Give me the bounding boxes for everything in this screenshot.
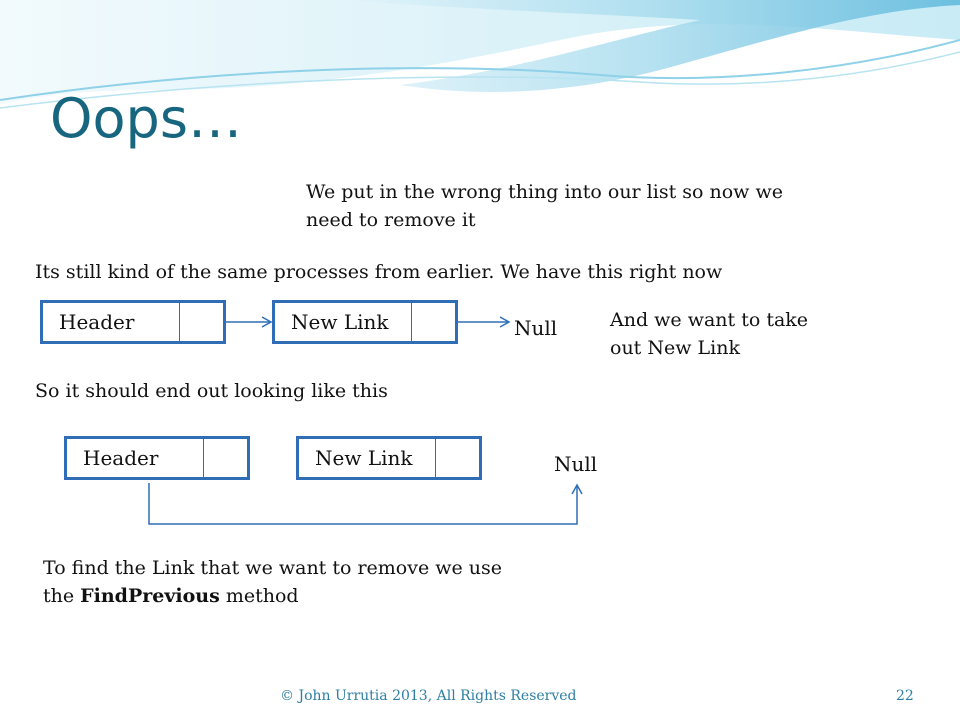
intro-line-1: We put in the wrong thing into our list so now we	[306, 181, 783, 203]
after-null-label: Null	[554, 452, 598, 476]
after-newlink-label: New Link	[315, 446, 413, 470]
after-header-label: Header	[83, 446, 159, 470]
before-null-label: Null	[514, 316, 558, 340]
page-number: 22	[896, 688, 914, 704]
after-header-to-null-arrow	[149, 483, 577, 524]
result-caption-text: So it should end out looking like this	[35, 380, 388, 402]
find-line-2-prefix: the	[43, 585, 81, 607]
find-line-2	[43, 582, 502, 610]
findprevious-text	[43, 554, 502, 610]
before-newlink-label: New Link	[291, 310, 389, 334]
intro-line-2: need to remove it	[306, 209, 476, 231]
want-line-2: out New Link	[610, 337, 740, 359]
footer-copyright: © John Urrutia 2013, All Rights Reserved	[280, 688, 577, 704]
want-line-1: And we want to take	[610, 309, 809, 331]
current-state-text: Its still kind of the same processes from earlier. We have this right now	[35, 261, 723, 283]
before-header-label: Header	[59, 310, 135, 334]
find-line-1: To find the Link that we want to remove we use	[43, 557, 503, 579]
slide-title: Oops…	[50, 87, 242, 150]
find-line-2-suffix: method	[219, 585, 299, 607]
findprevious-method-name: FindPrevious	[80, 585, 220, 607]
